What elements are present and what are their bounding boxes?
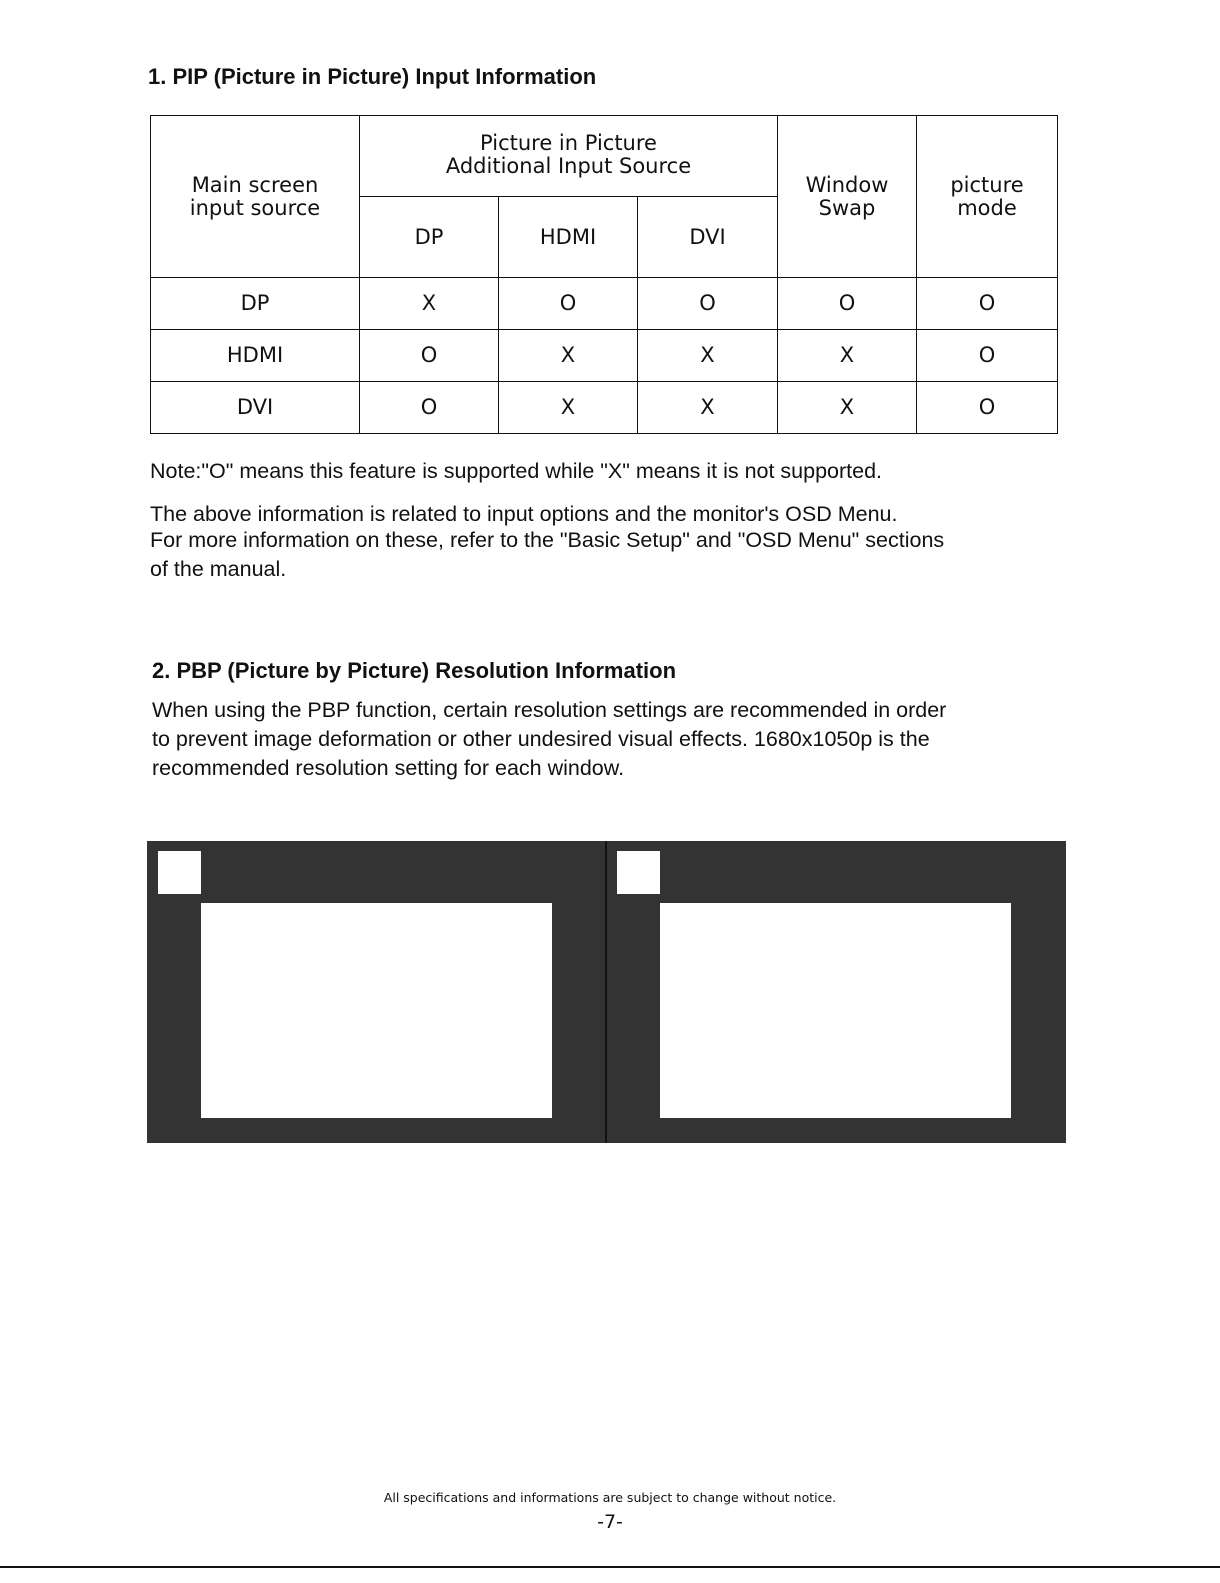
pip-input-table	[150, 115, 1058, 434]
table-cell: O	[778, 278, 917, 330]
pbp-diagram	[147, 841, 1066, 1143]
table-cell: O	[917, 330, 1058, 382]
info-line-3: of the manual.	[150, 557, 287, 581]
table-cell: O	[499, 278, 638, 330]
right-window-badge	[617, 851, 660, 894]
table-row-hdmi	[151, 330, 1058, 382]
pbp-section-title: 2. PBP (Picture by Picture) Resolution Information	[152, 658, 677, 683]
table-row-dp	[151, 278, 1058, 330]
table-cell: O	[360, 382, 499, 434]
pip-source-header: Picture in Picture Additional Input Source	[360, 116, 778, 197]
table-cell: X	[778, 382, 917, 434]
row-source-label: DP	[151, 278, 360, 330]
support-note: Note:"O" means this feature is supported while "X" means it is not supported.	[150, 459, 883, 483]
sub-header-dvi: DVI	[638, 197, 778, 278]
window-swap-header: Window Swap	[778, 116, 917, 278]
pbp-text-line-3: recommended resolution setting for each window.	[152, 756, 625, 780]
right-window-screen	[660, 903, 1011, 1118]
table-cell: X	[499, 330, 638, 382]
left-window-screen	[201, 903, 552, 1118]
left-window-badge	[158, 851, 201, 894]
footer-disclaimer: All specifications and informations are subject to change without notice.	[383, 1490, 837, 1505]
table-cell: X	[778, 330, 917, 382]
page-number: -7-	[597, 1511, 623, 1533]
sub-header-dp: DP	[360, 197, 499, 278]
table-cell: X	[638, 330, 778, 382]
info-line-2: For more information on these, refer to the "Basic Setup" and "OSD Menu" sections	[150, 528, 945, 552]
pip-section-title: 1. PIP (Picture in Picture) Input Information	[148, 64, 597, 89]
table-row-dvi	[151, 382, 1058, 434]
table-cell: X	[499, 382, 638, 434]
main-screen-header: Main screen input source	[151, 116, 360, 278]
picture-mode-header: picture mode	[917, 116, 1058, 278]
row-source-label: DVI	[151, 382, 360, 434]
pbp-text-line-2: to prevent image deformation or other undesired visual effects. 1680x1050p is the	[152, 727, 930, 751]
row-source-label: HDMI	[151, 330, 360, 382]
pbp-text-line-1: When using the PBP function, certain resolution settings are recommended in order	[152, 698, 947, 722]
sub-header-hdmi: HDMI	[499, 197, 638, 278]
bottom-rule	[0, 1566, 1220, 1568]
table-cell: O	[917, 382, 1058, 434]
table-cell: O	[917, 278, 1058, 330]
table-cell: X	[638, 382, 778, 434]
table-cell: X	[360, 278, 499, 330]
table-cell: O	[638, 278, 778, 330]
table-cell: O	[360, 330, 499, 382]
pbp-divider	[605, 841, 607, 1143]
info-line-1: The above information is related to input options and the monitor's OSD Menu.	[150, 502, 898, 526]
